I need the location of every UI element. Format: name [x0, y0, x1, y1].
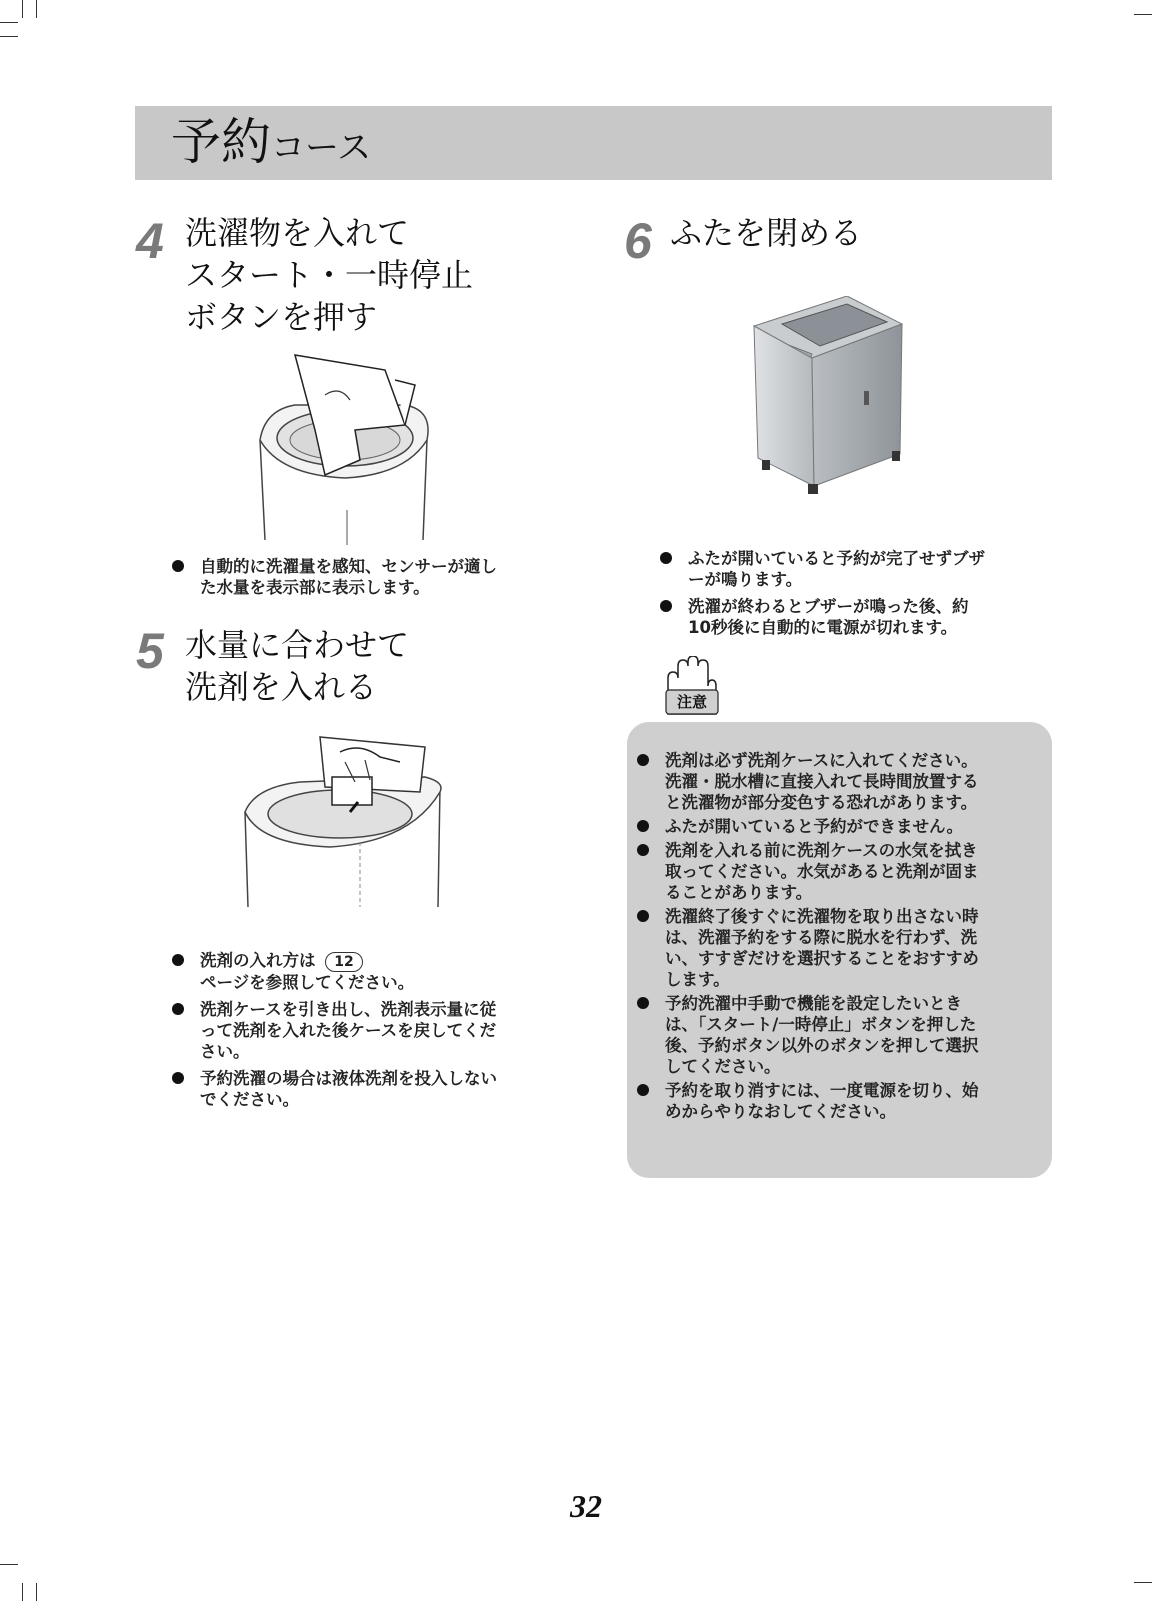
note-line: 洗濯が終わるとブザーが鳴った後、約 [688, 597, 969, 616]
note-line: ーが鳴ります。 [688, 570, 803, 589]
note-line: 洗濯終了後すぐに洗濯物を取り出さない時 [665, 907, 979, 926]
header-bar [135, 106, 1052, 180]
detergent-illustration [240, 732, 450, 912]
step-4-title [185, 212, 473, 338]
step-5-number: 5 [136, 623, 164, 679]
step-title-line: ボタンを押す [185, 298, 378, 336]
note-line: めからやりなおしてください。 [665, 1102, 896, 1121]
note-line: 取ってください。水気があると洗剤が固ま [665, 862, 979, 881]
note-line: と洗濯物が部分変色する恐れがあります。 [665, 793, 978, 812]
note-line: 洗濯・脱水槽に直接入れて長時間放置する [665, 772, 979, 791]
step-5-title [185, 624, 409, 708]
note-line: た水量を表示部に表示します。 [200, 578, 430, 597]
list-item [660, 548, 985, 590]
step-4-number: 4 [136, 213, 164, 269]
step-5-notes [172, 950, 497, 1116]
note-line: 自動的に洗濯量を感知、センサーが適し [200, 557, 497, 576]
note-line: ページを参照してください。 [200, 973, 415, 992]
note-line: ることがあります。 [665, 883, 813, 902]
step-6-number: 6 [624, 213, 652, 269]
page-title [171, 114, 371, 176]
note-line: してください。 [665, 1057, 781, 1076]
step-4-notes [172, 556, 497, 604]
list-item [660, 596, 985, 638]
note-line: は、洗濯予約をする際に脱水を行わず、洗 [665, 928, 978, 947]
note-line: って洗剤を入れた後ケースを戻してくだ [200, 1021, 497, 1040]
list-item [637, 906, 979, 990]
ref-prefix: 洗剤の入れ方は [200, 951, 316, 970]
crop-mark [1134, 1582, 1152, 1583]
note-line: 後、予約ボタン以外のボタンを押して選択 [665, 1036, 979, 1055]
list-item [637, 840, 979, 903]
step-title-line: スタート・一時停止 [185, 256, 474, 294]
note-line: 予約洗濯中手動で機能を設定したいとき [665, 994, 962, 1013]
note-line: でください。 [200, 1090, 299, 1109]
step-title-line: 洗剤を入れる [185, 668, 378, 706]
crop-mark [22, 0, 23, 18]
list-item [172, 999, 497, 1062]
list-item [172, 950, 497, 993]
crop-mark [0, 22, 18, 23]
caution-box [627, 722, 1052, 1178]
note-line: 予約を取り消すには、一度電源を切り、始 [665, 1081, 979, 1100]
note-line: します。 [665, 970, 730, 989]
crop-mark [0, 36, 18, 37]
list-item [637, 1080, 979, 1122]
page-reference-badge: 12 [325, 952, 362, 972]
note-line: さい。 [200, 1042, 250, 1061]
list-item [637, 750, 979, 813]
note-line: い、すすぎだけを選択することをおすすめ [665, 949, 979, 968]
note-line: 10秒後に自動的に電源が切れます。 [688, 618, 958, 637]
note-line: 洗剤は必ず洗剤ケースに入れてください。 [665, 751, 978, 770]
list-item [172, 1068, 497, 1110]
step-title-line: 洗濯物を入れて [185, 214, 410, 252]
list-item [637, 816, 979, 837]
page-title-sub: コース [271, 128, 372, 168]
crop-mark [36, 0, 37, 18]
crop-mark [0, 1564, 18, 1565]
note-line: は、「スタート/一時停止」ボタンを押した [665, 1015, 977, 1034]
step-title-line: ふたを閉める [670, 214, 863, 252]
note-line: 洗剤ケースを引き出し、洗剤表示量に従 [200, 1000, 497, 1019]
list-item [637, 993, 979, 1077]
note-line: 洗剤を入れる前に洗剤ケースの水気を拭き [665, 841, 978, 860]
list-item [172, 556, 497, 598]
crop-mark [1134, 14, 1152, 15]
caution-hand-icon [660, 656, 722, 716]
washer-loading-illustration [255, 350, 435, 550]
note-line: 予約洗濯の場合は液体洗剤を投入しない [200, 1069, 497, 1088]
note-line [200, 950, 497, 972]
page-number: 32 [570, 1488, 602, 1524]
caution-notes [637, 750, 979, 1125]
crop-mark [36, 1583, 37, 1601]
step-6-title [670, 212, 862, 254]
note-line: ふたが開いていると予約が完了せずブザ [688, 549, 985, 568]
closed-washer-illustration [752, 296, 912, 502]
note-line: ふたが開いていると予約ができません。 [665, 817, 963, 836]
crop-mark [22, 1583, 23, 1601]
step-6-notes [660, 548, 985, 644]
step-title-line: 水量に合わせて [185, 626, 410, 664]
caution-label: 注意 [676, 693, 708, 711]
page-title-main: 予約 [171, 113, 271, 171]
